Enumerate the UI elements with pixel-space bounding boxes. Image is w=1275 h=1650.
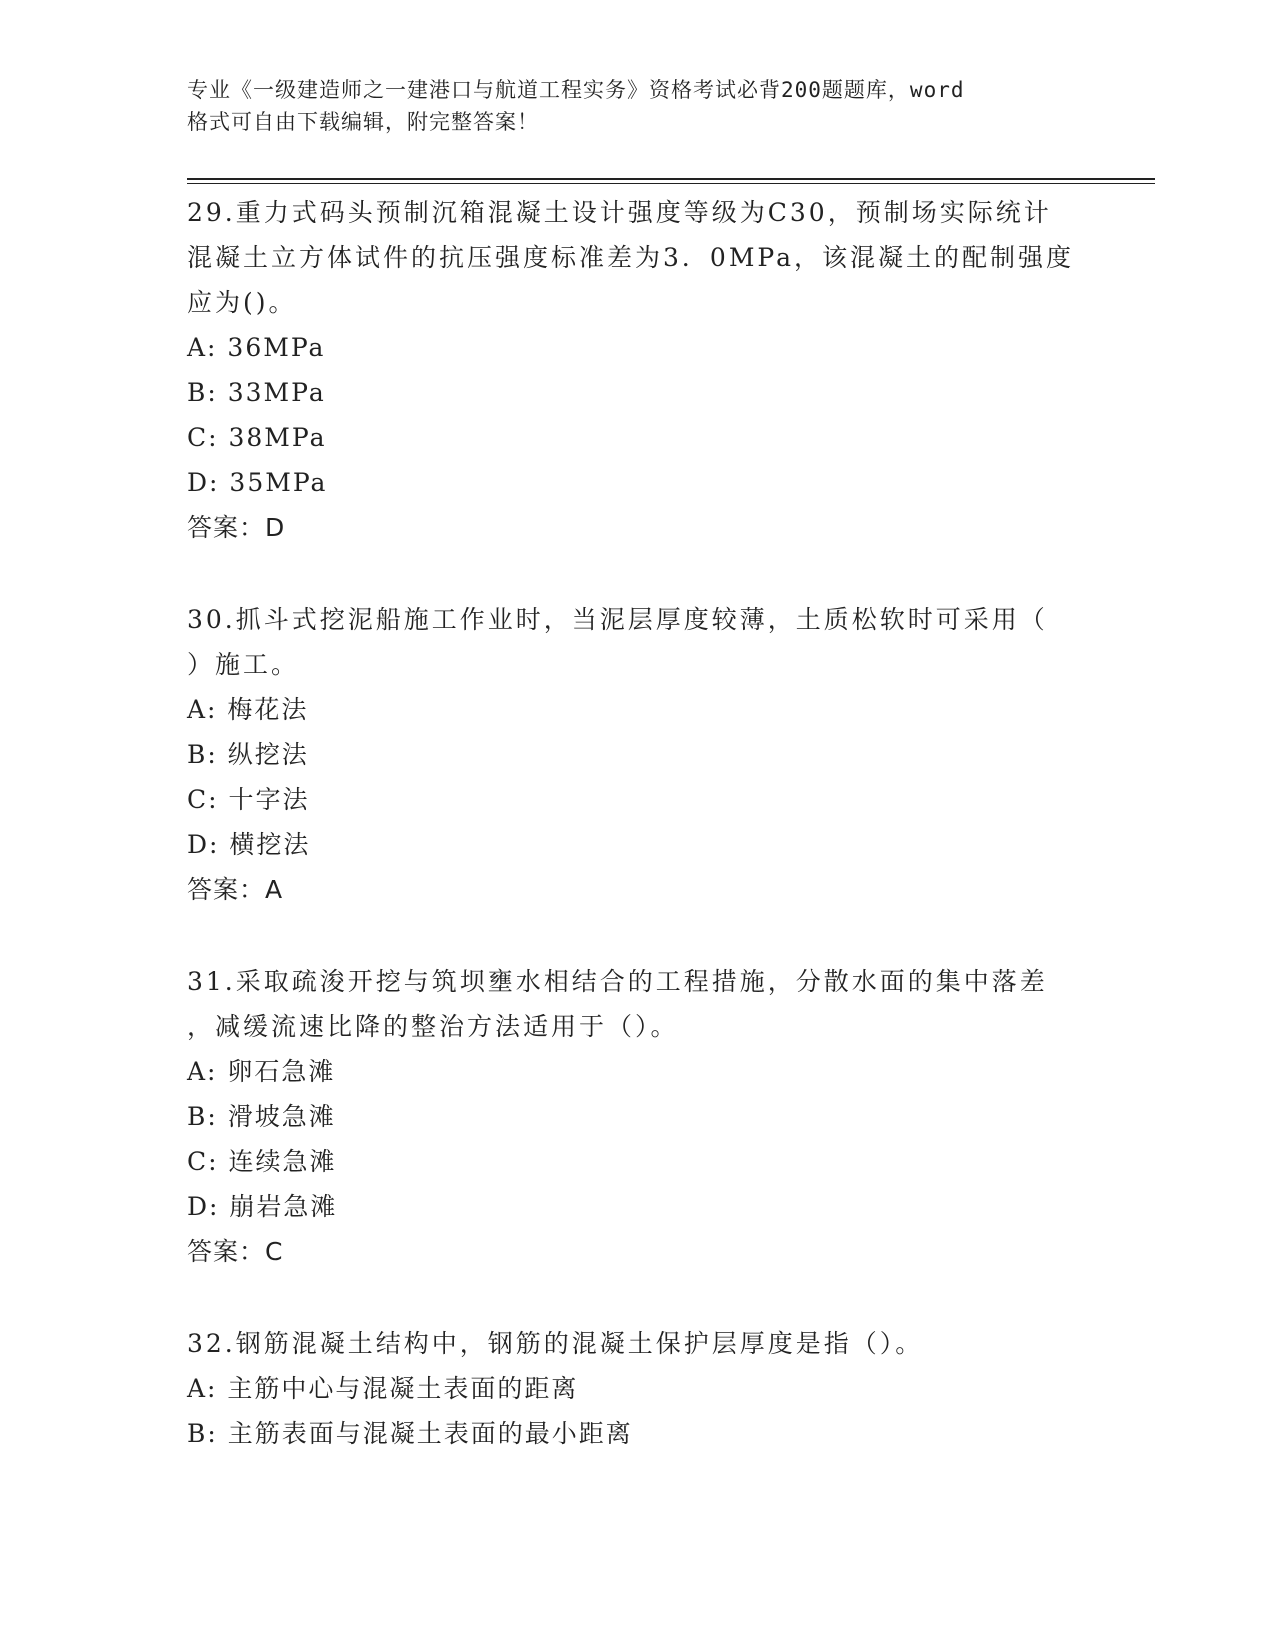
option-c: C: 十字法 bbox=[187, 785, 310, 814]
question-stem-line: 混凝土立方体试件的抗压强度标准差为3．0MPa，该混凝土的配制强度 bbox=[187, 243, 1075, 272]
question-29 bbox=[187, 190, 1087, 550]
question-stem-line: 30.抓斗式挖泥船施工作业时，当泥层厚度较薄，土质松软时可采用（ bbox=[187, 605, 1048, 634]
option-a: A: 36MPa bbox=[187, 333, 326, 362]
answer-line: 答案：D bbox=[187, 513, 286, 542]
question-stem-line: 32.钢筋混凝土结构中，钢筋的混凝土保护层厚度是指（）。 bbox=[187, 1329, 924, 1358]
option-b: B: 纵挖法 bbox=[187, 740, 309, 769]
header-line-1: 专业《一级建造师之一建港口与航道工程实务》资格考试必背200题题库，word bbox=[187, 78, 965, 102]
answer-line: 答案：C bbox=[187, 1237, 284, 1266]
answer-line: 答案：A bbox=[187, 875, 284, 904]
header-divider-thin bbox=[187, 183, 1155, 184]
question-list bbox=[187, 190, 1087, 1456]
question-stem-line: ）施工。 bbox=[187, 650, 300, 679]
header-line-2: 格式可自由下载编辑，附完整答案！ bbox=[187, 110, 539, 134]
option-d: D: 35MPa bbox=[187, 468, 328, 497]
question-stem-line: 29.重力式码头预制沉箱混凝土设计强度等级为C30，预制场实际统计 bbox=[187, 198, 1052, 227]
option-b: B: 主筋表面与混凝土表面的最小距离 bbox=[187, 1419, 633, 1448]
question-stem-line: 应为()。 bbox=[187, 288, 297, 317]
header-divider-thick bbox=[187, 178, 1155, 180]
question-stem-line: 31.采取疏浚开挖与筑坝壅水相结合的工程措施，分散水面的集中落差 bbox=[187, 967, 1048, 996]
option-b: B: 滑坡急滩 bbox=[187, 1102, 336, 1131]
option-a: A: 主筋中心与混凝土表面的距离 bbox=[187, 1374, 579, 1403]
option-b: B: 33MPa bbox=[187, 378, 326, 407]
question-30 bbox=[187, 597, 1087, 912]
option-d: D: 崩岩急滩 bbox=[187, 1192, 338, 1221]
option-a: A: 梅花法 bbox=[187, 695, 309, 724]
question-31 bbox=[187, 959, 1087, 1274]
question-stem-line: ，减缓流速比降的整治方法适用于（）。 bbox=[187, 1012, 679, 1041]
document-header bbox=[187, 74, 1087, 138]
question-32 bbox=[187, 1321, 1087, 1456]
option-c: C: 38MPa bbox=[187, 423, 327, 452]
option-d: D: 横挖法 bbox=[187, 830, 311, 859]
option-a: A: 卵石急滩 bbox=[187, 1057, 336, 1086]
option-c: C: 连续急滩 bbox=[187, 1147, 337, 1176]
